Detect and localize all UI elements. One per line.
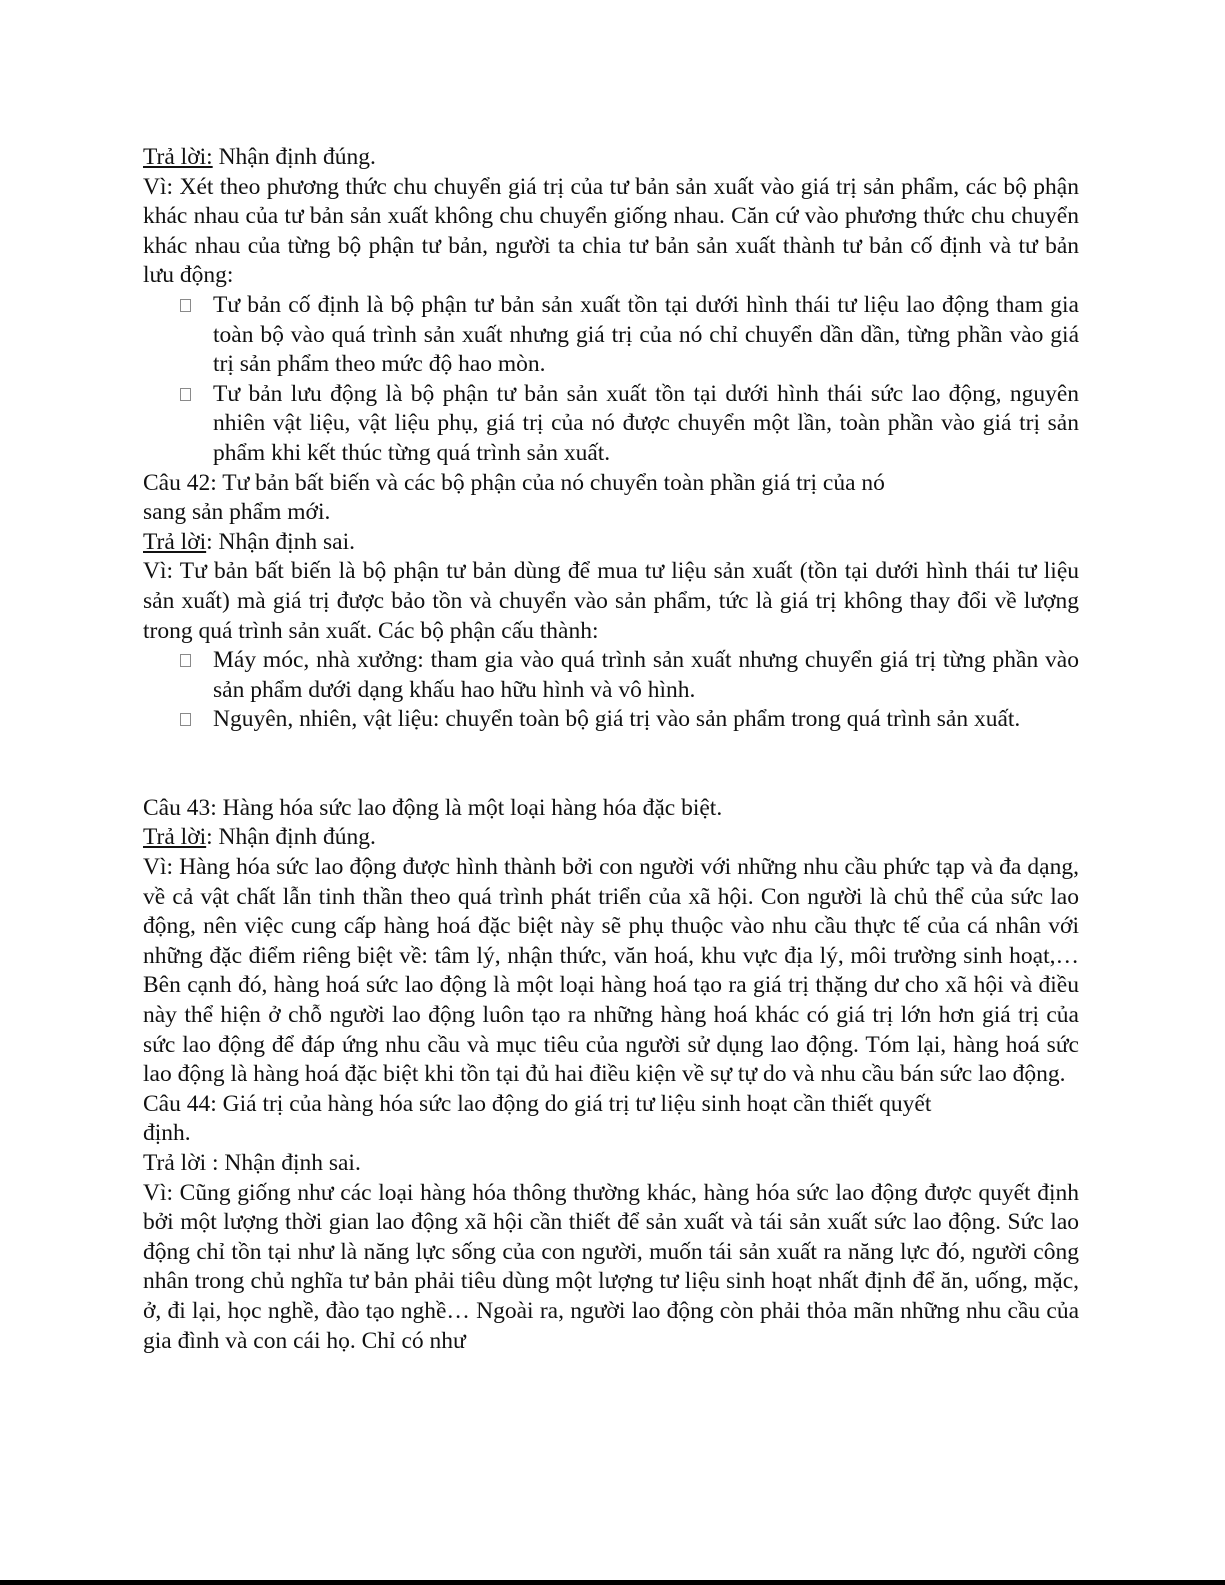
bullet-list (143, 291, 1079, 469)
list-item (213, 705, 1079, 735)
reason-paragraph: Vì: Xét theo phương thức chu chuyển giá trị của tư bản sản xuất vào giá trị sản phẩm, các bộ phận khác nhau của tư bản sản xuất không chu chuyển giống nhau. Căn cứ vào phương thức chu chuyển khác nhau của từng bộ phận tư bản, người ta chia tư bản sản xuất thành tư bản cố định và tư bản lưu động: (143, 173, 1079, 289)
reason-paragraph: Vì: Cũng giống như các loại hàng hóa thông thường khác, hàng hóa sức lao động được quyết định bởi một lượng thời gian lao động xã hội cần thiết để sản xuất và tái sản xuất sức lao động. Sức lao động chỉ tồn tại như là năng lực sống của con người, muốn tái sản xuất ra năng lực đó, người công nhân trong chủ nghĩa tư bản phải tiêu dùng một lượng tư liệu sinh hoạt nhất định để ăn, uống, mặc, ở, đi lại, học nghề, đào tạo nghề… Ngoài ra, người lao động còn phải thỏa mãn những nhu cầu của gia đình và con cái họ. Chỉ có như (143, 1179, 1079, 1354)
bullet-list (143, 646, 1079, 735)
question-42-line2: sang sản phẩm mới. (143, 499, 331, 526)
list-item (213, 291, 1079, 380)
reason-paragraph: Vì: Tư bản bất biến là bộ phận tư bản dùng để mua tư liệu sản xuất (tồn tại dưới hình thái tư liệu sản xuất) mà giá trị được bảo tồn và chuyển vào sản phẩm, tức là giá trị không thay đổi về lượng trong quá trình sản xuất. Các bộ phận cấu thành: (143, 558, 1079, 644)
answer-line: Trả lời : Nhận định sai. (143, 1150, 361, 1176)
checkbox-square-icon (180, 713, 191, 726)
checkbox-square-icon (180, 299, 191, 312)
answer-text: : Nhận định sai. (206, 528, 355, 555)
answer-label: Trả lời (143, 528, 207, 555)
answer-text: : Nhận định đúng. (206, 824, 376, 851)
page-bottom-border (0, 1580, 1225, 1585)
question-43: Câu 43: Hàng hóa sức lao động là một loại hàng hóa đặc biệt. (143, 794, 723, 821)
list-item (213, 380, 1079, 469)
list-item-text: Nguyên, nhiên, vật liệu: chuyển toàn bộ giá trị vào sản phẩm trong quá trình sản xuất. (213, 706, 1021, 733)
list-item (213, 646, 1079, 705)
answer-line (143, 823, 1079, 853)
answer-label: Trả lời: (143, 144, 213, 170)
question-44-line1: Câu 44: Giá trị của hàng hóa sức lao động do giá trị tư liệu sinh hoạt cần thiết quyết (143, 1090, 932, 1117)
list-item-text: Tư bản lưu động là bộ phận tư bản sản xuất tồn tại dưới hình thái sức lao động, nguyên nhiên vật liệu, vật liệu phụ, giá trị của nó được chuyển một lần, toàn phần vào giá trị sản phẩm khi kết thúc từng quá trình sản xuất. (213, 380, 1079, 466)
answer-text: Nhận định đúng. (212, 144, 376, 170)
answer-line (143, 528, 1079, 558)
reason-paragraph: Vì: Hàng hóa sức lao động được hình thành bởi con người với những nhu cầu phức tạp và đa dạng, về cả vật chất lẫn tinh thần theo quá trình phát triển của xã hội. Con người là chủ thể của sức lao động, nên việc cung cấp hàng hoá đặc biệt này sẽ phụ thuộc vào nhu cầu thực tế của cá nhân với những đặc điểm riêng biệt về: tâm lý, nhận thức, văn hoá, khu vực địa lý, môi trường sinh hoạt,…Bên cạnh đó, hàng hoá sức lao động là một loại hàng hoá tạo ra giá trị thặng dư cho xã hội và điều này thể hiện ở chỗ người lao động luôn tạo ra những hàng hoá khác có giá trị lớn hơn giá trị của sức lao động để đáp ứng nhu cầu và mục tiêu của người sử dụng lao động. Tóm lại, hàng hoá sức lao động là hàng hoá đặc biệt khi tồn tại đủ hai điều kiện về sự tự do và nhu cầu bán sức lao động. (143, 854, 1079, 1088)
document-page (143, 143, 1079, 1356)
list-item-text: Máy móc, nhà xưởng: tham gia vào quá trình sản xuất nhưng chuyển giá trị từng phần vào sản phẩm dưới dạng khấu hao hữu hình và vô hình. (213, 647, 1079, 703)
question-44-line2: định. (143, 1120, 191, 1147)
answer-label: Trả lời (143, 824, 207, 851)
checkbox-square-icon (180, 388, 191, 401)
answer-line (143, 143, 1079, 173)
question-42-line1: Câu 42: Tư bản bất biến và các bộ phận của nó chuyển toàn phần giá trị của nó (143, 469, 885, 496)
paragraph-gap (143, 735, 1079, 794)
checkbox-square-icon (180, 654, 191, 667)
list-item-text: Tư bản cố định là bộ phận tư bản sản xuất tồn tại dưới hình thái tư liệu lao động tham gia toàn bộ vào quá trình sản xuất nhưng giá trị của nó chỉ chuyển dần dần, từng phần vào giá trị sản phẩm theo mức độ hao mòn. (213, 291, 1079, 378)
